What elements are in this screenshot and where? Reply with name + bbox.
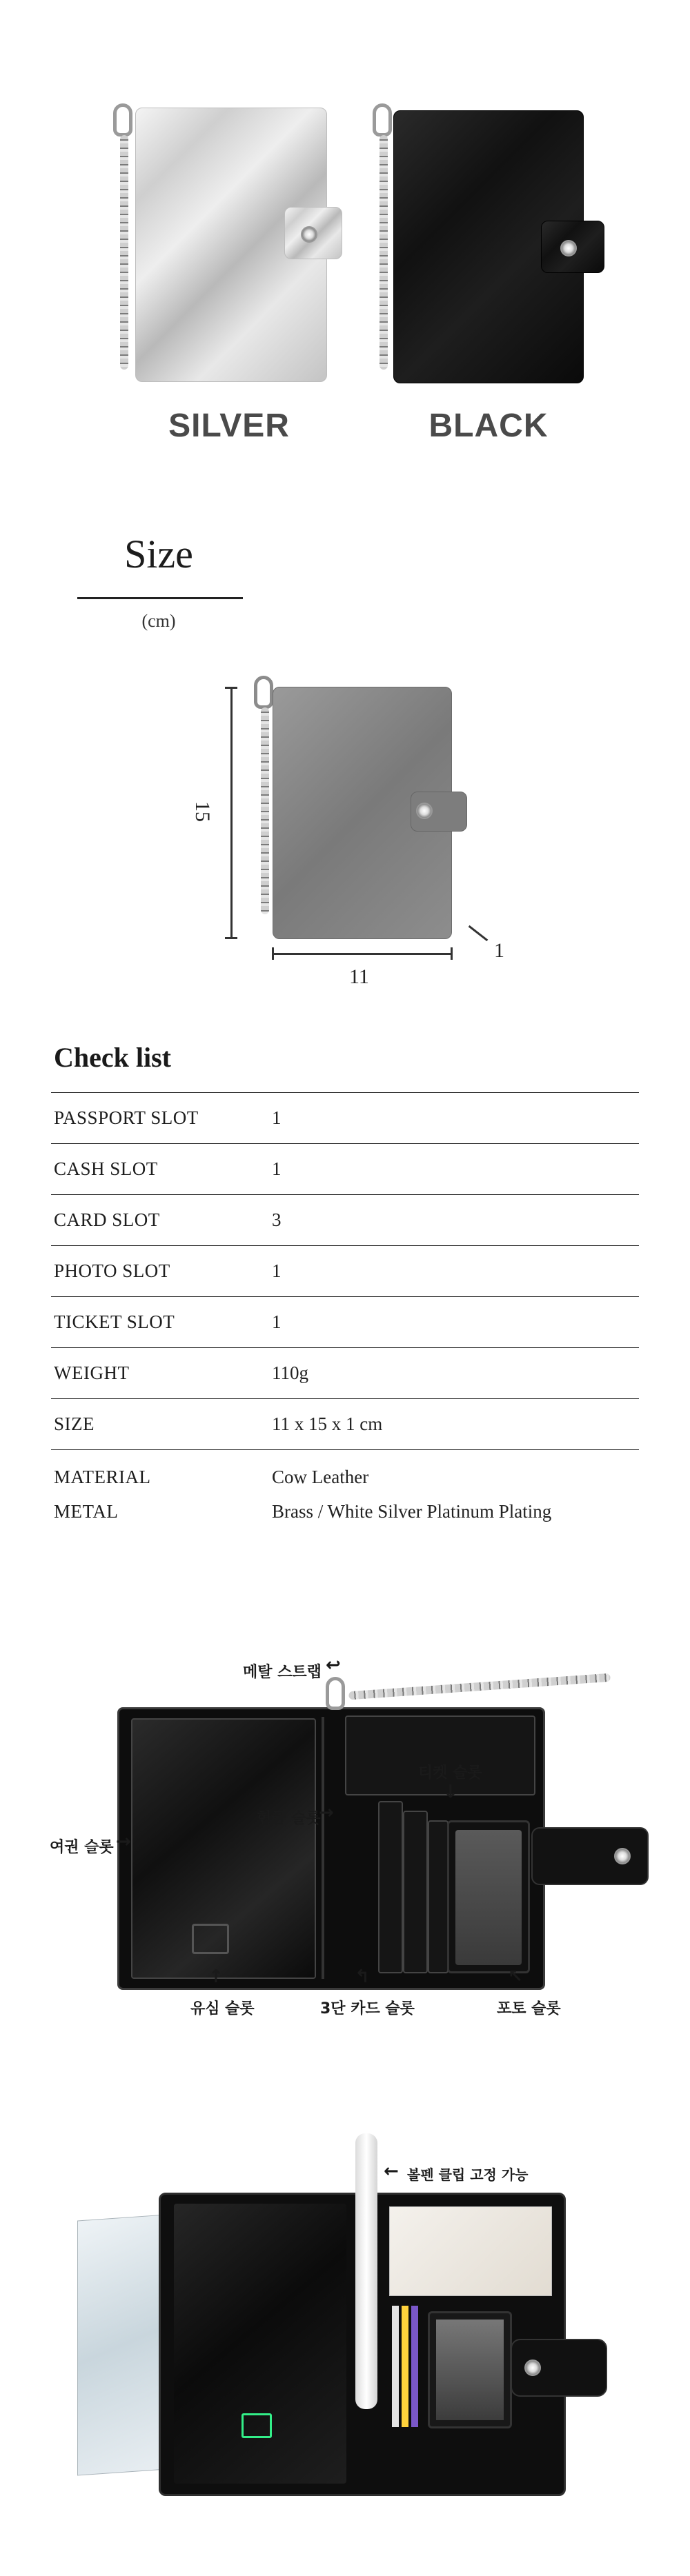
table-row-material (51, 1449, 639, 1532)
depth-dimension-line (469, 925, 489, 941)
strap-label: 메탈 스트랩 (243, 1664, 322, 1681)
card-edge-1 (392, 2306, 399, 2427)
table-row (51, 1194, 639, 1245)
snap-button-icon (614, 1848, 631, 1864)
right-arrow-icon: → (116, 1831, 131, 1852)
table-row (51, 1143, 639, 1194)
chain-clasp-icon (326, 1677, 345, 1710)
card-slot-3 (428, 1820, 448, 1973)
table-row (51, 1245, 639, 1296)
usim-slot-label: 유심 슬롯 (190, 2000, 255, 2017)
usim-chip-icon (241, 2413, 272, 2438)
height-dimension-cap-bottom (225, 937, 237, 939)
passport-page-image (77, 2214, 167, 2475)
table-row (51, 1092, 639, 1143)
snap-button-icon (524, 2359, 541, 2376)
material-key: MATERIAL (54, 1467, 151, 1487)
row-key: WEIGHT (54, 1362, 130, 1383)
card-edge-2 (402, 2306, 408, 2427)
passport-slot-label: 여권 슬롯 (50, 1839, 114, 1856)
width-dimension-cap-right (451, 947, 453, 960)
row-value: 1 (272, 1311, 282, 1332)
usim-slot (192, 1924, 229, 1954)
row-value: 1 (272, 1260, 282, 1281)
row-key: SIZE (54, 1413, 95, 1434)
metal-key: METAL (54, 1501, 119, 1522)
width-dimension-line (272, 953, 453, 955)
width-dimension-cap-left (272, 947, 274, 960)
height-dimension-cap-top (225, 687, 237, 689)
row-key: CARD SLOT (54, 1209, 160, 1230)
row-value: 3 (272, 1209, 282, 1230)
cash-slot-label: 현금 슬롯 (257, 1810, 321, 1827)
height-dimension-value: 15 (191, 801, 214, 822)
row-keys (51, 1460, 272, 1529)
photo-slot-label: 포토 슬롯 (497, 2000, 561, 2017)
passport-cover (174, 2204, 346, 2484)
row-values (272, 1460, 551, 1529)
row-key: TICKET SLOT (54, 1311, 175, 1332)
ticket-slot-label: 티켓 슬롯 (418, 1764, 482, 1782)
variant-label-black: BLACK (428, 407, 549, 444)
strap-tab (531, 1827, 649, 1885)
variant-label-silver: SILVER (168, 407, 290, 444)
up-left-arrow-icon: ↖ (508, 1966, 523, 1987)
depth-dimension-value: 1 (494, 939, 504, 962)
row-key: CASH SLOT (54, 1158, 158, 1179)
curl-arrow-icon: ↩ (326, 1655, 341, 1676)
metal-strap-chain (348, 1673, 611, 1700)
table-row (51, 1296, 639, 1347)
table-row (51, 1398, 639, 1449)
card-slot-2 (403, 1811, 428, 1973)
chain-clasp-icon (254, 676, 273, 709)
row-value: 1 (272, 1107, 282, 1128)
card-slot-label: 3단 카드 슬롯 (320, 2000, 415, 2017)
snap-button-icon (416, 803, 433, 819)
chain-clasp-icon (113, 103, 132, 137)
size-title: Size (124, 532, 193, 576)
chain-clasp-icon (373, 103, 392, 137)
checklist-table (51, 1092, 639, 1532)
photo-slot-window (436, 2320, 504, 2420)
ballpoint-pen (355, 2133, 377, 2409)
ticket-pocket (345, 1715, 535, 1795)
checklist-title: Check list (54, 1042, 171, 1073)
left-arrow-icon: ← (384, 2161, 399, 2182)
height-dimension-line (230, 687, 233, 939)
up-arrow-icon: ↑ (208, 1966, 224, 1987)
ball-chain-icon (379, 135, 388, 370)
snap-button-icon (560, 240, 577, 256)
row-value: 110g (272, 1362, 308, 1383)
ball-chain-icon (261, 707, 269, 914)
pen-clip-label: 볼펜 클립 고정 가능 (407, 2166, 529, 2183)
row-key: PASSPORT SLOT (54, 1107, 199, 1128)
row-value: 11 x 15 x 1 cm (272, 1413, 383, 1434)
card-edge-3 (411, 2306, 418, 2427)
row-value: 1 (272, 1158, 282, 1179)
row-key: PHOTO SLOT (54, 1260, 170, 1281)
material-value: Cow Leather (272, 1467, 369, 1487)
size-unit: (cm) (141, 611, 176, 631)
photo-slot-window (455, 1830, 522, 1965)
width-dimension-value: 11 (349, 965, 369, 988)
ball-chain-icon (120, 135, 128, 370)
right-arrow-icon: → (319, 1802, 334, 1823)
up-curl-arrow-icon: ↰ (355, 1966, 370, 1987)
table-row (51, 1347, 639, 1398)
snap-button-icon (301, 226, 317, 243)
ticket-card (389, 2206, 552, 2296)
size-title-underline (77, 597, 243, 599)
metal-value: Brass / White Silver Platinum Plating (272, 1501, 552, 1522)
down-arrow-icon: ↓ (443, 1782, 458, 1802)
wallet-fold-seam (322, 1717, 324, 1979)
card-slot-1 (378, 1801, 403, 1973)
